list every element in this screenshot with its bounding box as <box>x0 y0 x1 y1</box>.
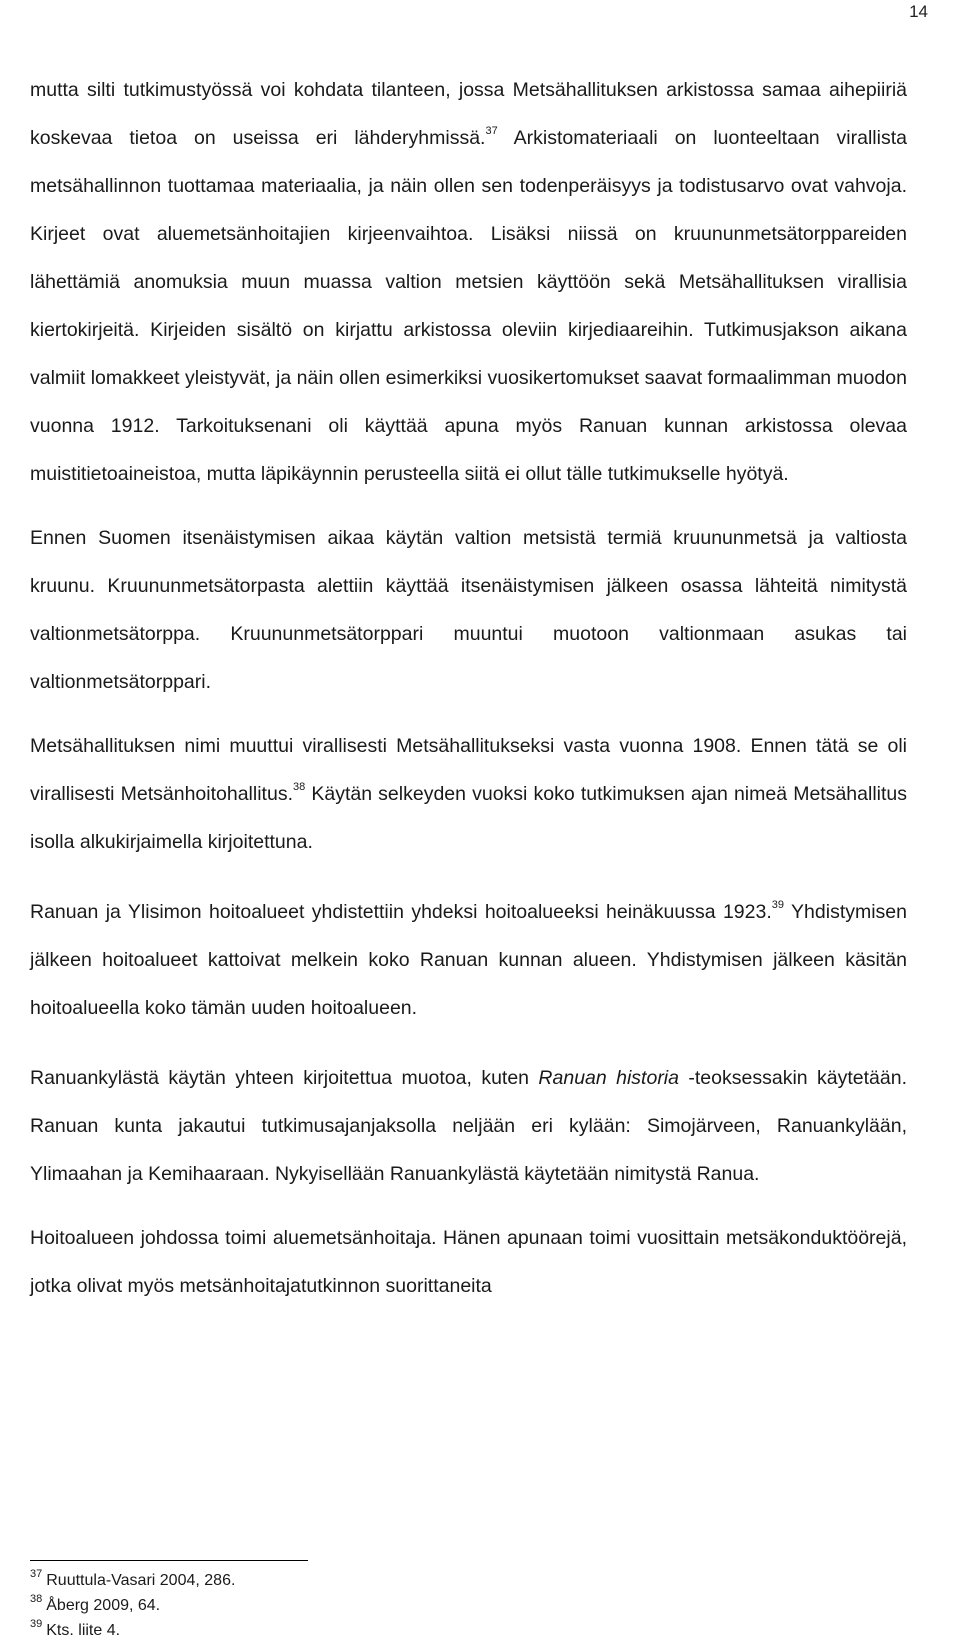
text-run: Ranuankylästä käytän yhteen kirjoitettua muotoa, kuten <box>30 1067 539 1089</box>
text-run: Käytän selkeyden vuoksi koko tutkimuksen ajan nimeä Metsähallitus isolla alkukirjaimella kirjoitettuna. <box>30 783 907 853</box>
footnote-ref[interactable]: 39 <box>771 899 784 911</box>
footnote <box>30 1618 630 1643</box>
page-number: 14 <box>909 2 928 21</box>
footnote-ref[interactable]: 37 <box>485 125 498 137</box>
footnote-number: 38 <box>30 1593 43 1605</box>
paragraph <box>30 1214 907 1310</box>
footnote-text: Kts. liite 4. <box>46 1622 121 1639</box>
footnote-ref[interactable]: 38 <box>292 781 306 793</box>
text-run: Metsähallituksen nimi muuttui virallisesti Metsähallitukseksi vasta vuonna 1908. Ennen tätä se oli virallisesti Metsänhoitohallitus. <box>30 735 907 805</box>
footnote-text: Åberg 2009, 64. <box>46 1597 161 1614</box>
text-run: mutta silti tutkimustyössä voi kohdata tilanteen, jossa Metsähallituksen arkistossa samaa aihepiiriä koskevaa tietoa on useissa eri lähderyhmissä. <box>30 79 907 149</box>
paragraph <box>30 514 907 706</box>
paragraph <box>30 1054 907 1198</box>
footnote <box>30 1568 630 1593</box>
book-title: Ranuan historia <box>538 1067 679 1089</box>
text-run: Ennen Suomen itsenäistymisen aikaa käytän valtion metsistä termiä kruununmetsä ja valtiosta kruunu. Kruununmetsätorpasta alettiin käyttää itsenäistymisen jälkeen osassa lähteitä nimitystä valtionmetsätorppa. Kruununmetsätorppari muuntui muotoon valtionmaan asukas tai valtionmetsätorppari. <box>30 527 907 693</box>
footnotes <box>30 1568 630 1643</box>
paragraph <box>30 722 907 866</box>
text-run: Arkistomateriaali on luonteeltaan virallista metsähallinnon tuottamaa materiaalia, ja näin ollen sen todenperäisyys ja todistusarvo ovat vahvoja. Kirjeet ovat aluemetsänhoitajien kirjeenvaihtoa. Lisäksi niissä on kruununmetsätorppareiden lähettämiä anomuksia muun muassa valtion metsien käyttöön sekä Metsähallituksen virallisia kiertokirjeitä. Kirjeiden sisältö on kirjattu arkistossa oleviin kirjediaareihin. Tutkimusjakson aikana valmiit lomakkeet yleistyvät, ja näin ollen esimerkiksi vuosikertomukset saavat formaalimman muodon vuonna 1912. Tarkoituksenani oli käyttää apuna myös Ranuan kunnan arkistossa olevaa muistitietoaineistoa, mutta läpikäynnin perusteella siitä ei ollut tälle tutkimukselle hyötyä. <box>30 127 907 485</box>
paragraph <box>30 66 907 498</box>
footnote <box>30 1593 630 1618</box>
footnote-number: 37 <box>30 1568 43 1580</box>
text-run: Ranuan ja Ylisimon hoitoalueet yhdistettiin yhdeksi hoitoalueeksi heinäkuussa 1923. <box>30 901 772 923</box>
footnote-separator <box>30 1560 308 1561</box>
body-text <box>30 66 907 1310</box>
footnote-text: Ruuttula-Vasari 2004, 286. <box>46 1572 236 1589</box>
footnote-number: 39 <box>30 1618 43 1630</box>
text-run: -teoksessakin käytetään. Ranuan kunta jakautui tutkimusajanjaksolla neljään eri kylään: Simojärveen, Ranuankylään, Ylimaahan ja Kemihaaraan. Nykyisellään Ranuankylästä käytetään nimitystä Ranua. <box>30 1067 907 1185</box>
text-run: Yhdistymisen jälkeen hoitoalueet kattoivat melkein koko Ranuan kunnan alueen. Yhdistymisen jälkeen käsitän hoitoalueella koko tämän uuden hoitoalueen. <box>30 901 908 1019</box>
paragraph <box>30 888 907 1032</box>
text-run: Hoitoalueen johdossa toimi aluemetsänhoitaja. Hänen apunaan toimi vuosittain metsäkonduktöörejä, jotka olivat myös metsänhoitajatutkinnon suorittaneita <box>30 1227 907 1297</box>
